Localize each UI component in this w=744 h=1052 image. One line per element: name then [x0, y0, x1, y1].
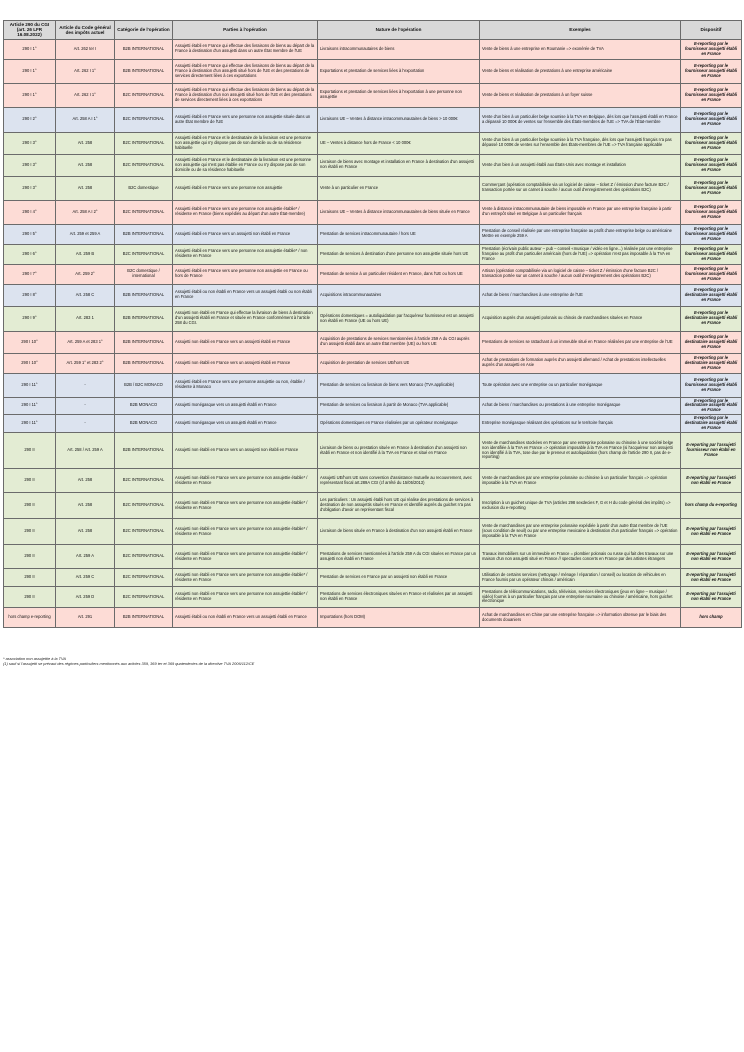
table-row [4, 353, 742, 373]
footnote-regimes: (1) sauf si l'assujetti se prévaut des régimes particuliers mentionnés aux articles 359, 369 ter et 369 quaterdecies de la directive TVA 2006/112/CE [3, 661, 255, 666]
row-exemples: Vente de marchandises par une entreprise polonaise expédiée à partir d'un autre État membre de l'UE (sous condition de seuil) ou par une entreprise mexicaine à destination d'un particulier français => opération imposable à la TVA en France [480, 519, 681, 545]
row-parties: Assujetti non établi en France vers une personne non assujettie établie* / résidente en France [173, 469, 318, 493]
row-exemples: Prestation (écrivain public auteur – pub – conseil «musique / vidéo en ligne...) réalisée par une entreprise française au profit d'un particulier américain (hors de l'UE) => opération n'est pas imposable à la TVA en France [480, 244, 681, 264]
row-article: 290 II [4, 493, 56, 519]
row-dispositif: E-reporting par le fournisseur assujetti établi en France [681, 132, 742, 154]
row-code: Art. 258 / Art. 259 A [56, 433, 115, 469]
table-row [4, 331, 742, 353]
row-exemples: Achat de prestations de formation auprès d'un assujetti allemand / Achat de prestations intellectuelles auprès d'un assujetti en Asie [480, 353, 681, 373]
row-exemples: Vente de marchandises stockées en France par une entreprise polonaise ou chinoise à une société belge non identifiée à la TVA en France => opération imposable à la TVA en France (si l'acquéreur non assujetti non identifié à la TVA, tose due par le preneur et autoliquidation (hors champ de l'article 290 II, pas de e-reporting) [480, 433, 681, 469]
row-code: Art. 259 1° et 283 2° [56, 353, 115, 373]
row-dispositif: hors champ [681, 608, 742, 628]
row-categorie: B2C INTERNATIONAL [115, 200, 173, 224]
row-code: Art. 258 [56, 176, 115, 200]
row-dispositif: hors champ du e-reporting [681, 493, 742, 519]
row-nature: Importations (hors DOM) [318, 608, 480, 628]
row-article: 290 I 1° [4, 59, 56, 83]
header-nature: Nature de l'opération [318, 21, 480, 40]
table-row [4, 587, 742, 608]
row-article: 290 I 1° [4, 39, 56, 59]
row-categorie: B2C INTERNATIONAL [115, 107, 173, 132]
row-dispositif: E-reporting par le destinataire assujetti établi en France [681, 415, 742, 433]
row-dispositif: E-reporting par le fournisseur assujetti établi en France [681, 200, 742, 224]
row-parties: Assujetti établi ou non établi en France vers un assujetti établi ou non établi en France [173, 284, 318, 306]
header-article-290: Article 290 du CGI (art. 26 LFR 16.08.2022) [4, 21, 56, 40]
row-dispositif: E-reporting par le fournisseur assujetti établi en France [681, 176, 742, 200]
row-categorie: B2C INTERNATIONAL [115, 132, 173, 154]
row-article: 290 I 6° [4, 244, 56, 264]
row-code: - [56, 415, 115, 433]
table-row [4, 415, 742, 433]
row-parties: Assujetti établi en France vers une personne non assujettie établie* / résidente en France (biens expédiés au départ d'un autre État-membre) [173, 200, 318, 224]
row-article: 290 II [4, 569, 56, 587]
row-nature: Livraison de biens ou prestation située en France à destination d'un assujetti non établi en France et non identifié à la TVA en France et situé en France [318, 433, 480, 469]
row-categorie: B2B INTERNATIONAL [115, 353, 173, 373]
table-row [4, 176, 742, 200]
row-nature: Livraisons UE – Ventes à distance intracommunautaires de biens située en France [318, 200, 480, 224]
row-parties: Assujetti établi en France vers un assujetti non établi en France [173, 224, 318, 244]
row-parties: Assujetti établi en France vers une personne non assujettie [173, 176, 318, 200]
row-nature: Prestations de services électroniques situées en France et réalisées par un assujetti non établi en France [318, 587, 480, 608]
row-categorie: B2B INTERNATIONAL [115, 306, 173, 331]
row-dispositif: E-reporting par le destinataire assujetti établi en France [681, 331, 742, 353]
row-exemples: Prestation de conseil réalisée par une entreprise française au profit d'une entreprise belge ou américaine Mettre en exemple 259 A [480, 224, 681, 244]
row-code: Art. 262 I 1° [56, 59, 115, 83]
row-dispositif: E-reporting par l'assujetti non établi en France [681, 545, 742, 569]
row-exemples: Prestations de services se rattachant à un immeuble situé en France réalisées par une entreprise de l'UE [480, 331, 681, 353]
row-article: 290 I 4° [4, 200, 56, 224]
row-article: 290 I 3° [4, 132, 56, 154]
row-parties: Assujetti non établi en France qui effectue la livraison de biens à destination d'un assujetti établi en France et située en France conformément à l'article 258 du CGI. [173, 306, 318, 331]
row-exemples: Vente d'un bien à un particulier belge soumise à la TVA française, dès lors que l'assujetti français n'a pas dépassé 10 000€ de ventes sur l'ensemble des États-membres de l'UE => TVA française applicable [480, 132, 681, 154]
row-parties: Assujetti établi en France qui effectue des livraisons de biens au départ de la France à destination d'un non assujetti situé hors de l'UE et des prestations de services directement liées à ces exportations [173, 83, 318, 107]
row-nature: UE – Ventes à distance hors de France < 10 000€ [318, 132, 480, 154]
row-exemples: Vente de biens à une entreprise en Roumanie => exonérée de TVA [480, 39, 681, 59]
table-row [4, 264, 742, 284]
row-article: 290 II [4, 545, 56, 569]
footnotes [3, 656, 741, 666]
row-exemples: Prestations de télécommunications, radio, télévision, services électroniques (jeux en ligne – musique / vidéo) fournis à un particulier français par une entreprise roumaine ou chinoise / américaine, hors guichet électronique [480, 587, 681, 608]
header-exemples: Exemples [480, 21, 681, 40]
row-categorie: B2B INTERNATIONAL [115, 608, 173, 628]
row-categorie: B2C INTERNATIONAL [115, 154, 173, 176]
row-nature: Acquisition de prestations de services mentionnées à l'article 259 A du CGI auprès d'un assujetti établi dans un autre État membre (UE) ou hors UE [318, 331, 480, 353]
row-code: Art. 259 A et 283 1° [56, 331, 115, 353]
row-dispositif: E-reporting par le destinataire assujetti établi en France [681, 353, 742, 373]
row-code: - [56, 373, 115, 397]
row-code: - [56, 397, 115, 414]
row-parties: Assujetti non établi en France vers une personne non assujettie établie* / résidente en France [173, 493, 318, 519]
row-parties: Assujetti monégasque vers un assujetti établi en France [173, 397, 318, 414]
row-exemples: Vente de biens et réalisation de prestations à un foyer suisse [480, 83, 681, 107]
row-categorie: B2C domestique / international [115, 264, 173, 284]
table-row [4, 306, 742, 331]
row-nature: Assujetti UE/hors UE sans convention d'assistance mutuelle au recouvrement, avec représentant fiscal art.289A CGI (cf arrêté du 15/05/2013) [318, 469, 480, 493]
row-article: 290 I 2° [4, 107, 56, 132]
row-article: 290 I 7° [4, 264, 56, 284]
row-nature: Exportations et prestation de services liées à l'exportation à une personne non assujettie [318, 83, 480, 107]
row-dispositif: E-reporting par le destinataire assujetti établi en France [681, 306, 742, 331]
row-parties: Assujetti établi en France vers une personne non assujettie située dans un autre État membre de l'UE [173, 107, 318, 132]
row-code: Art. 259 B [56, 244, 115, 264]
row-parties: Assujetti non établi en France vers un assujetti non établi en France [173, 433, 318, 469]
row-dispositif: E-reporting par l'assujetti non établi en France [681, 587, 742, 608]
row-categorie: B2C INTERNATIONAL [115, 519, 173, 545]
table-row [4, 469, 742, 493]
vat-reporting-table-container [3, 20, 741, 628]
row-parties: Assujetti établi en France et le destinataire de la livraison est une personne non assujettie qui n'est pas établie en France ou n'y dispose pas de son domicile ou de sa résidence habituelle [173, 154, 318, 176]
row-code: Art. 259 D [56, 587, 115, 608]
row-nature: Prestation de services à destination d'une personne non assujettie située hors UE [318, 244, 480, 264]
row-dispositif: E-reporting par le fournisseur assujetti établi en France [681, 224, 742, 244]
row-categorie: B2C INTERNATIONAL [115, 83, 173, 107]
row-code: Art. 258 [56, 154, 115, 176]
row-parties: Assujetti établi en France qui effectue des livraisons de biens au départ de la France à destination d'un assujetti situé hors de l'UE et des prestations de services directement liées à ces exportations [173, 59, 318, 83]
table-row [4, 132, 742, 154]
row-categorie: B2C INTERNATIONAL [115, 493, 173, 519]
table-header-row [4, 21, 742, 40]
table-row [4, 224, 742, 244]
table-row [4, 545, 742, 569]
row-exemples: Acquisition auprès d'un assujetti polonais ou chinois de marchandises situées en France [480, 306, 681, 331]
row-parties: Assujetti non établi en France vers une personne non assujettie établie* / résidente en France [173, 545, 318, 569]
table-row [4, 493, 742, 519]
row-parties: Assujetti non établi en France vers une personne non assujettie établie* / résidente en France [173, 569, 318, 587]
row-exemples: Vente de biens et réalisation de prestations à une entreprise américaine [480, 59, 681, 83]
table-body [4, 39, 742, 627]
row-article: 290 I 11° [4, 415, 56, 433]
table-row [4, 397, 742, 414]
row-exemples: Achat de marchandises en Chine par une entreprise française => information obtenue par le biais des documents douaniers [480, 608, 681, 628]
header-dispositif: Dispositif [681, 21, 742, 40]
table-row [4, 200, 742, 224]
row-categorie: B2B MONACO [115, 415, 173, 433]
row-code: Art. 258 A I 2° [56, 200, 115, 224]
row-dispositif: E-reporting par l'assujetti fournisseur non établi en France [681, 433, 742, 469]
header-parties: Parties à l'opération [173, 21, 318, 40]
row-nature: Opérations domestiques en France réalisées par un opérateur monégasque [318, 415, 480, 433]
row-article: 290 II [4, 519, 56, 545]
row-dispositif: E-reporting par le fournisseur assujetti établi en France [681, 264, 742, 284]
row-dispositif: E-reporting par le fournisseur assujetti établi en France [681, 39, 742, 59]
row-code: Art. 258 [56, 132, 115, 154]
row-article: 290 II [4, 469, 56, 493]
row-dispositif: E-reporting par l'assujetti non établi en France [681, 569, 742, 587]
row-exemples: Artisan (opération comptabilisée via un logiciel de caisse – ticket Z / émission d'une facture B2C / transaction portée sur un carnet à souche / aucun outil d'enregistrement des opérations B2C) [480, 264, 681, 284]
row-article: hors champ e-reporting [4, 608, 56, 628]
row-article: 290 I 10° [4, 331, 56, 353]
table-row [4, 519, 742, 545]
row-dispositif: E-reporting par le fournisseur assujetti établi en France [681, 244, 742, 264]
row-categorie: B2C INTERNATIONAL [115, 569, 173, 587]
row-nature: Livraisons intracommunautaires de biens [318, 39, 480, 59]
row-categorie: B2B INTERNATIONAL [115, 331, 173, 353]
row-dispositif: E-reporting par le fournisseur assujetti établi en France [681, 154, 742, 176]
row-article: 290 I 5° [4, 224, 56, 244]
row-code: Art. 262 I 1° [56, 83, 115, 107]
row-code: Art. 262 ter I [56, 39, 115, 59]
row-dispositif: E-reporting par le fournisseur assujetti établi en France [681, 373, 742, 397]
row-code: Art. 259 2° [56, 264, 115, 284]
row-code: Art. 291 [56, 608, 115, 628]
row-nature: Les particuliers : Un assujetti établi hors UE qui réalise des prestations de services à destination de non assujettis situés en France et identifié auprès du guichet n'a pas d'obligation d'avoir un représentant fiscal [318, 493, 480, 519]
row-categorie: B2B MONACO [115, 397, 173, 414]
row-code: Art. 258 [56, 519, 115, 545]
row-parties: Assujetti établi en France vers une personne non assujettie en France ou hors de France [173, 264, 318, 284]
table-row [4, 244, 742, 264]
row-article: 290 I 3° [4, 154, 56, 176]
row-code: Art. 258 C [56, 284, 115, 306]
row-categorie: B2C INTERNATIONAL [115, 545, 173, 569]
row-parties: Assujetti non établi en France vers un assujetti établi en France [173, 331, 318, 353]
row-nature: Livraison de biens située en France à destination d'un non assujetti établi en France [318, 519, 480, 545]
row-code: Art. 259 et 259 A [56, 224, 115, 244]
row-dispositif: E-reporting par le fournisseur assujetti établi en France [681, 107, 742, 132]
row-exemples: Vente de marchandises par une entreprise polonaise ou chinoise à un particulier français => opération imposable à la TVA en France [480, 469, 681, 493]
row-nature: Prestation de services intracommunautaire / hors UE [318, 224, 480, 244]
header-categorie: Catégorie de l'opération [115, 21, 173, 40]
row-parties: Assujetti établi en France vers une personne non assujettie établie* / non résidente en France [173, 244, 318, 264]
row-parties: Assujetti non établi en France vers un assujetti établi en France [173, 353, 318, 373]
row-nature: Prestation de services ou livraison de biens vers Monaco (TVA applicable) [318, 373, 480, 397]
row-parties: Assujetti établi en France vers une personne assujettie ou non, établie / résidente à Monaco [173, 373, 318, 397]
row-code: Art. 258 [56, 493, 115, 519]
row-categorie: B2C INTERNATIONAL [115, 244, 173, 264]
row-exemples: Vente d'un bien à un particulier belge soumise à la TVA en Belgique, dès lors que l'assujetti établi en France a dépassé 10 000€ de ventes sur l'ensemble des États-membres de l'UE => TVA de l'État-membre [480, 107, 681, 132]
table-row [4, 107, 742, 132]
row-article: 290 I 10° [4, 353, 56, 373]
table-row [4, 154, 742, 176]
row-nature: Prestation de services en France par un assujetti non établi en France [318, 569, 480, 587]
row-article: 290 I 1° [4, 83, 56, 107]
row-dispositif: E-reporting par le fournisseur assujetti établi en France [681, 83, 742, 107]
row-categorie: B2C INTERNATIONAL [115, 469, 173, 493]
table-row [4, 39, 742, 59]
table-row [4, 569, 742, 587]
row-exemples: Commerçant (opération comptabilisée via un logiciel de caisse – ticket Z / émission d'une facture B2C / transaction portée sur un carnet à souche / aucun outil d'enregistrement des opérations B2C) [480, 176, 681, 200]
table-row [4, 59, 742, 83]
table-row [4, 608, 742, 628]
row-nature: Acquisitions intracommunautaires [318, 284, 480, 306]
row-categorie: B2B INTERNATIONAL [115, 39, 173, 59]
table-row [4, 373, 742, 397]
row-categorie: B2B / B2C MONACO [115, 373, 173, 397]
row-exemples: Vente à distance intracommunautaire de biens imposable en France par une entreprise française à partir d'un entrepôt situé en Belgique à un particulier français [480, 200, 681, 224]
row-nature: Acquisition de prestation de services UE/hors UE [318, 353, 480, 373]
row-categorie: B2B INTERNATIONAL [115, 59, 173, 83]
row-article: 290 II [4, 433, 56, 469]
row-code: Art. 258 [56, 469, 115, 493]
row-categorie: B2C domestique [115, 176, 173, 200]
row-categorie: B2B INTERNATIONAL [115, 224, 173, 244]
row-article: 290 II [4, 587, 56, 608]
row-categorie: B2C INTERNATIONAL [115, 587, 173, 608]
row-categorie: B2B INTERNATIONAL [115, 433, 173, 469]
row-exemples: Inscription à un guichet unique de TVA (articles 298 sexdecies F, G et H du code général des impôts) => exclusion du e-reporting [480, 493, 681, 519]
row-article: 290 I 8° [4, 284, 56, 306]
row-code: Art. 259 A [56, 545, 115, 569]
row-exemples: Vente d'un bien à un assujetti établi aux États-Unis avec montage et installation [480, 154, 681, 176]
table-row [4, 433, 742, 469]
row-code: Art. 258 A I 1° [56, 107, 115, 132]
header-article-code: Article du Code général des impôts actuel [56, 21, 115, 40]
row-dispositif: E-reporting par le destinataire assujetti établi en France [681, 284, 742, 306]
row-exemples: Achat de biens / marchandises à une entreprise de l'UE [480, 284, 681, 306]
row-exemples: Toute opération avec une entreprise ou un particulier monégasque [480, 373, 681, 397]
row-nature: Exportations et prestation de services liées à l'exportation [318, 59, 480, 83]
row-nature: Prestation de services ou livraison à partir de Monaco (TVA applicable) [318, 397, 480, 414]
row-parties: Assujetti non établi en France vers une personne non assujettie établie* / résidente en France [173, 587, 318, 608]
row-parties: Assujetti établi en France qui effectue des livraisons de biens au départ de la France à destination d'un assujetti dans un autre État membre de l'UE [173, 39, 318, 59]
row-article: 290 I 11° [4, 373, 56, 397]
table-row [4, 83, 742, 107]
row-nature: Vente à un particulier en France [318, 176, 480, 200]
row-exemples: Achat de biens / marchandises ou prestations à une entreprise monégasque [480, 397, 681, 414]
row-nature: Livraison de biens avec montage et installation en France à destination d'un assujetti non établi en France [318, 154, 480, 176]
row-dispositif: E-reporting par l'assujetti non établi en France [681, 469, 742, 493]
row-nature: Prestation de service à un particulier résident en France, dans l'UE ou hors UE [318, 264, 480, 284]
row-exemples: Travaux immobiliers sur un immeuble en France = plombier polonais ou russe qui fait des travaux sur une maison d'un non assujetti situé en France // spectacles concerts en France par des artistes étrangers [480, 545, 681, 569]
row-parties: Assujetti monégasque vers un assujetti établi en France [173, 415, 318, 433]
row-parties: Assujetti établi en France et le destinataire de la livraison est une personne non assujettie qui n'y dispose pas de son domicile ou de sa résidence habituelle [173, 132, 318, 154]
row-nature: Opérations domestiques = autoliquidation par l'acquéreur fournisseur est un assujetti non établi en France (UE ou hors UE) [318, 306, 480, 331]
footnote-association: * association non assujettie à la TVA [3, 656, 66, 661]
row-article: 290 I 11° [4, 397, 56, 414]
row-article: 290 I 9° [4, 306, 56, 331]
row-code: Art. 283 1 [56, 306, 115, 331]
row-nature: Livraisons UE – Ventes à distance intracommunautaires de biens > 10 000€ [318, 107, 480, 132]
row-code: Art. 259 C [56, 569, 115, 587]
row-categorie: B2B INTERNATIONAL [115, 284, 173, 306]
row-parties: Assujetti non établi en France vers une personne non assujettie établie* / résidente en France [173, 519, 318, 545]
vat-reporting-table [3, 20, 742, 628]
table-row [4, 284, 742, 306]
row-dispositif: E-reporting par l'assujetti non établi en France [681, 519, 742, 545]
row-dispositif: E-reporting par le fournisseur assujetti établi en France [681, 59, 742, 83]
row-article: 290 I 3° [4, 176, 56, 200]
row-exemples: Entreprise monégasque réalisant des opérations sur le territoire français [480, 415, 681, 433]
row-dispositif: E-reporting par le destinataire assujetti établi en France [681, 397, 742, 414]
row-exemples: Utilisation de certains services (nettoyage / ménage / réparation / conseil) ou location de véhicules en France fournis par un opérateur chinois / américain [480, 569, 681, 587]
row-parties: Assujetti établi ou non établi en France vers un assujetti établi en France [173, 608, 318, 628]
row-nature: Prestations de services mentionnées à l'article 259 A du CGI situées en France par un assujetti non établi en France [318, 545, 480, 569]
